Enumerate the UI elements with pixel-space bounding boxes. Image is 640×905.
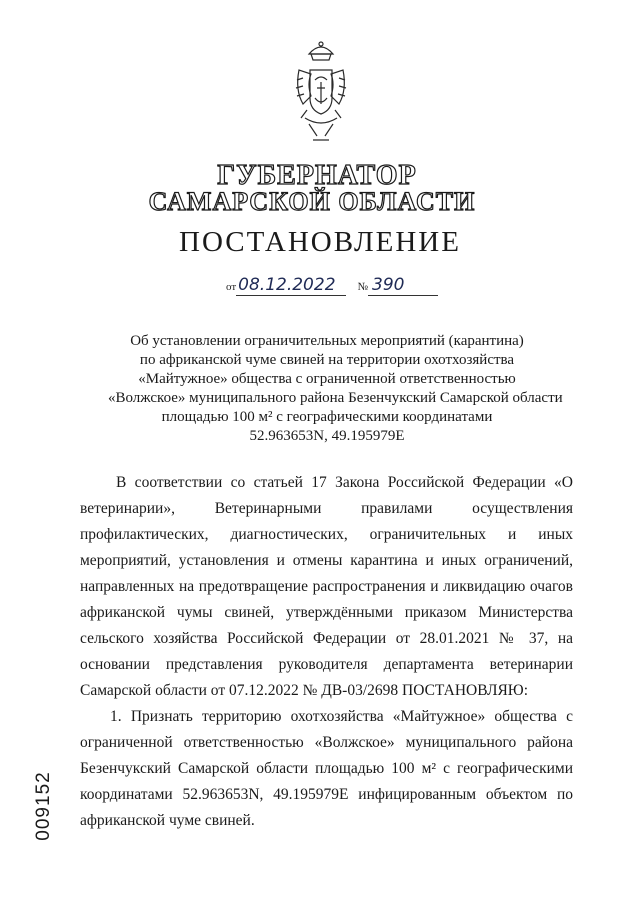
title-line: площадью 100 м² с географическими координатами <box>161 409 493 425</box>
governor-heading-line1: ГУБЕРНАТОР <box>217 160 417 191</box>
document-title <box>108 332 563 446</box>
document-type-heading: ПОСТАНОВЛЕНИЕ <box>179 226 461 258</box>
title-line: по африканской чуме свиней на территории охотхозяйства <box>139 352 515 368</box>
document-body <box>80 470 573 834</box>
governor-heading-line2: САМАРСКОЙ ОБЛАСТИ <box>148 187 476 216</box>
title-line: «Волжское» муниципального района Безенчукский Самарской области <box>108 390 563 406</box>
handwritten-date: 08.12.2022 <box>236 275 345 296</box>
handwritten-number: 390 <box>368 275 438 296</box>
title-line: «Майтужное» общества с ограниченной ответственностью <box>138 371 516 387</box>
title-line: Об установлении ограничительных мероприятий (карантина) <box>130 333 524 349</box>
body-paragraph-preamble: В соответствии со статьей 17 Закона Российской Федерации «О ветеринарии», Ветеринарными правилами осуществления профилактических, диагностических, ограничительных и иных мероприятий, установления и отмены карантина и иных ограничений, направленных на предотвращение распространения и ликвидацию очагов африканской чумы свиней, утверждёнными приказом Министерства сельского хозяйства Российской Федерации от 28.01.2021 № 37, на основании представления руководителя департамента ветеринарии Самарской области от 07.12.2022 № ДВ-03/2698 ПОСТАНОВЛЯЮ: <box>80 474 573 699</box>
coat-of-arms-icon <box>293 40 349 148</box>
date-prefix: от <box>226 281 237 293</box>
title-line: 52.963653N, 49.195979E <box>249 428 405 444</box>
date-and-number-line <box>226 275 438 295</box>
number-prefix: № <box>357 281 369 293</box>
body-paragraph-item-1: 1. Признать территорию охотхозяйства «Майтужное» общества с ограниченной ответственностью «Волжское» муниципального района Безенчукский Самарской области площадью 100 м² с географическими координатами 52.963653N, 49.195979E инфицированным объектом по африканской чуме свиней. <box>80 708 573 829</box>
side-registration-number: 009152 <box>33 771 54 841</box>
